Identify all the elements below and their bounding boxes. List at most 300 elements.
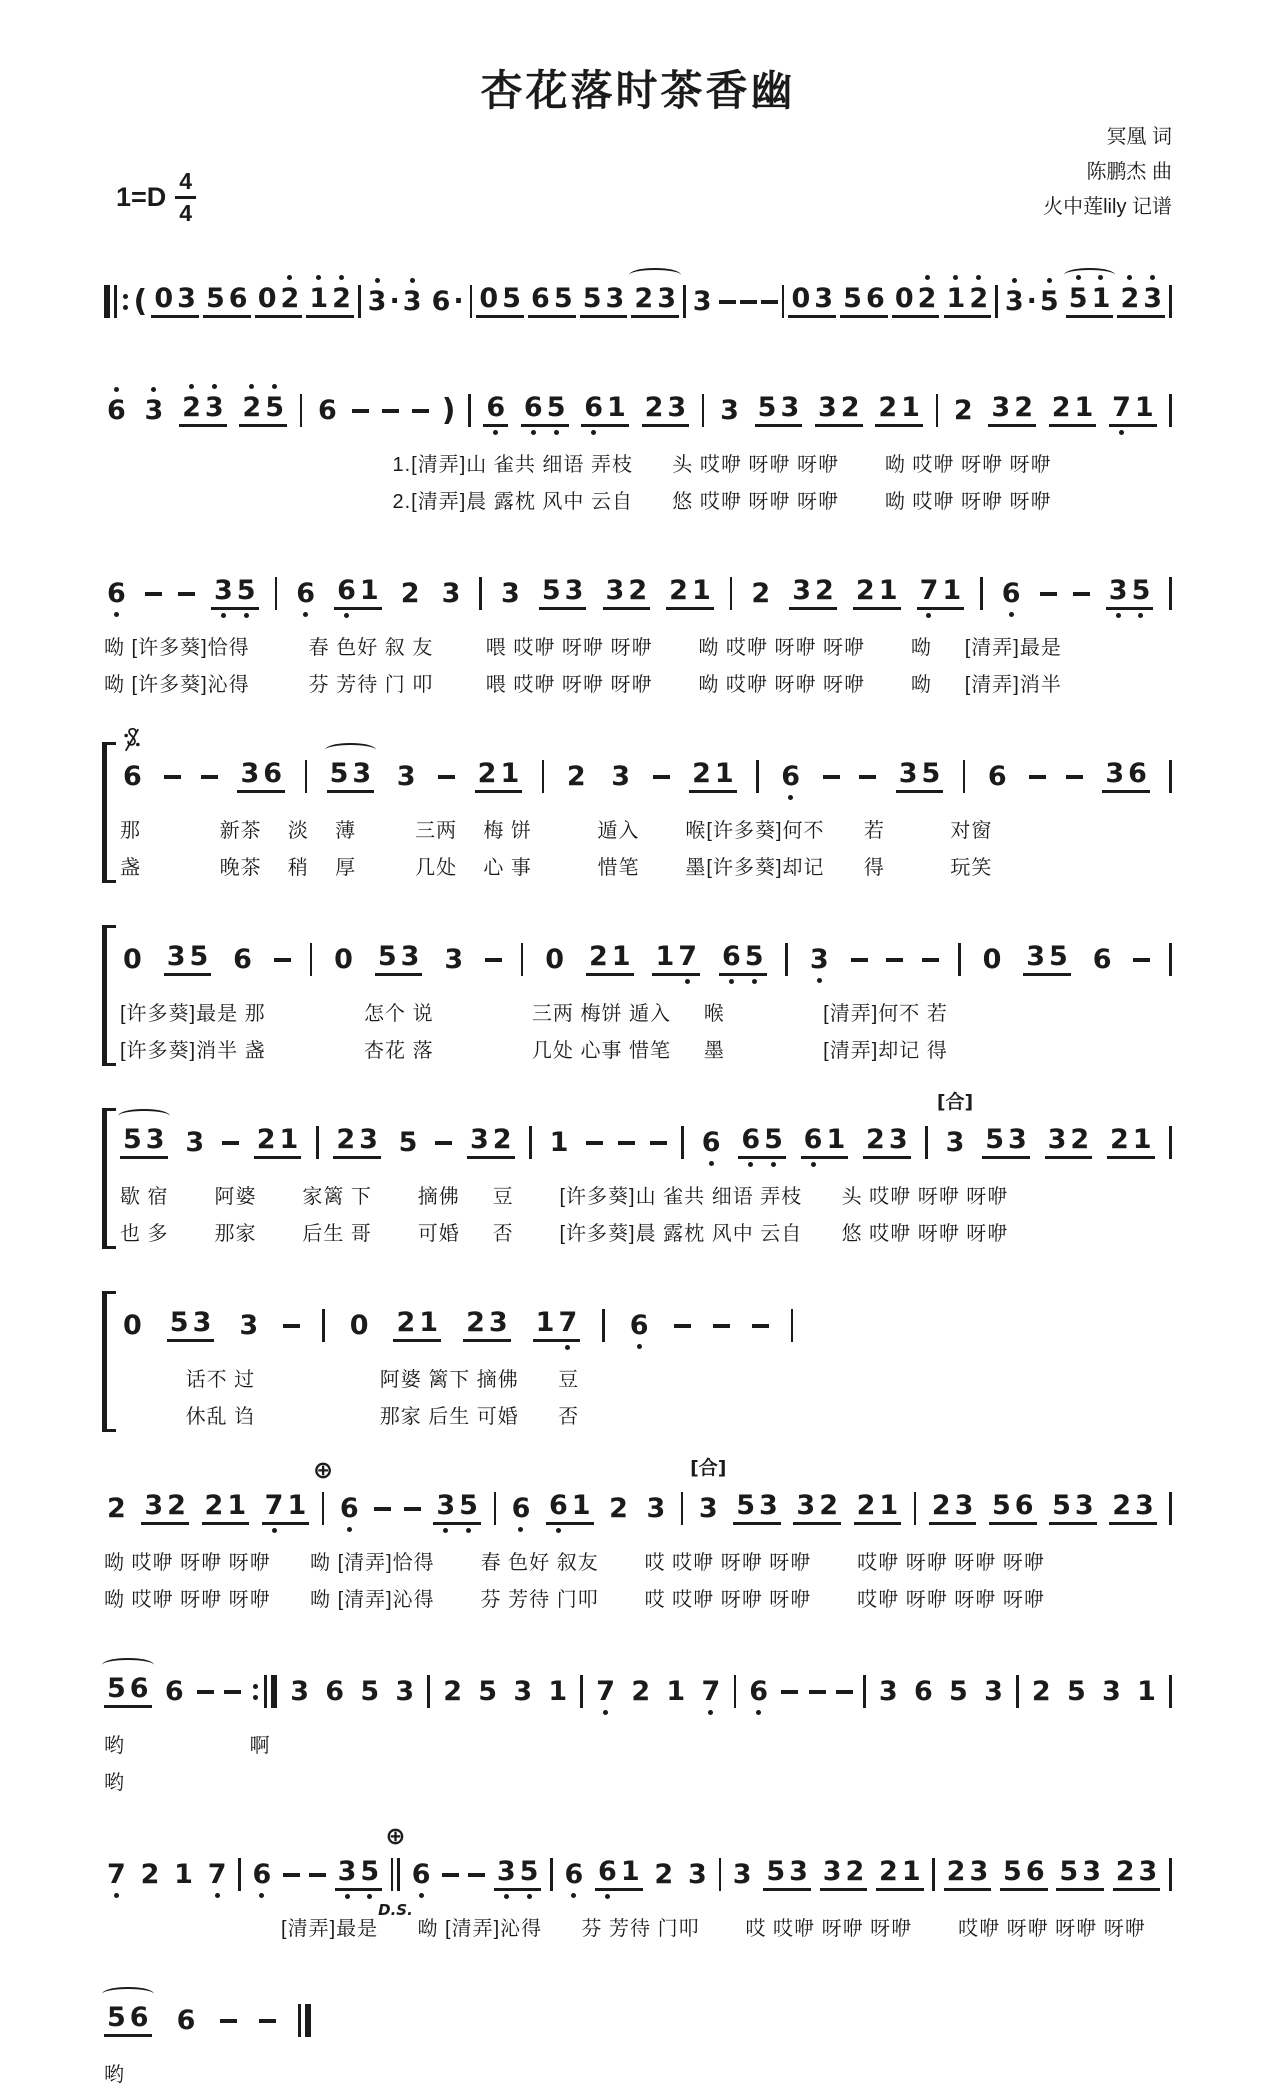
system-bracket [102,1108,116,1249]
note-group [1049,1492,1097,1525]
note-digit: 3 [177,283,196,314]
note-group [627,1312,652,1339]
bar-stroke [681,1126,684,1159]
barline [468,394,471,427]
note-group [120,763,145,790]
bar-stroke [521,943,524,976]
close-paren [441,392,456,428]
note-group [171,1861,196,1888]
duration-dash [836,1690,853,1694]
bar-stroke [580,1675,583,1708]
octave-dot-below [811,1162,816,1167]
note-digit: 3 [564,575,584,606]
octave-dot-above [339,275,344,280]
note-digit: 3 [817,392,837,423]
note-group [1064,1678,1089,1705]
bar-stroke [114,285,117,318]
slur-arc [118,1109,170,1123]
note-digit: 0 [349,1310,369,1341]
octave-dot-below [556,1528,561,1533]
note-group [539,577,587,610]
note-digit: 1 [878,575,898,606]
meter-denominator: 4 [179,200,193,226]
octave-dot-above [953,275,958,280]
barline [958,943,961,976]
note-digit: 3 [732,1859,752,1890]
note-group [951,397,976,424]
note-group [306,285,354,318]
note-digit: 1 [419,1307,439,1338]
note-digit: 2 [330,285,353,312]
note-digit: 6 [105,397,128,424]
note-group [719,943,767,976]
note-group [863,1126,911,1159]
octave-dot-below [259,1893,264,1898]
repeat-dot [253,1684,258,1689]
note-digit: 3 [144,1490,164,1521]
bar-stroke [298,2004,301,2037]
barline [932,1858,935,1891]
note-group [483,394,508,427]
barline [1169,577,1172,610]
note-group [287,1678,312,1705]
note-digit: 6 [547,1492,570,1519]
octave-dot-above [410,278,415,283]
octave-dot-below [748,1162,753,1167]
octave-dot-above [316,275,321,280]
duration-dash [752,1324,769,1328]
note-digit: 5 [766,1856,786,1887]
note-digit: 5 [921,758,941,789]
bar-stroke [300,394,303,427]
duration-dash [1040,592,1057,596]
barline [1169,394,1172,427]
note-digit: 5 [1052,1490,1071,1521]
barline [995,285,998,318]
note-group [476,285,524,318]
lyricist-credit: 冥凰 词 [1106,126,1172,148]
note-group [440,1678,465,1705]
note-group [322,1678,347,1705]
note-line [104,1456,1172,1541]
note-digit: 5 [1038,288,1061,315]
duration-dash [618,1141,635,1145]
note-digit: 3 [185,1127,205,1158]
note-digit: 3 [240,758,260,789]
lyric-line: 呦 哎咿 呀咿 呀咿 呦 [清弄]沁得 芬 芳待 门叩 哎 哎咿 呀咿 呀咿 哎咿 呀咿 呀咿 呀咿 [104,1589,1045,1611]
octave-dot-below [347,1527,352,1532]
octave-dot-below [752,979,757,984]
note-group [236,1312,261,1339]
note-group [546,1492,594,1525]
barline [580,1675,583,1708]
note-group [1049,394,1097,427]
duration-dash [259,2019,276,2023]
note-group [985,763,1010,790]
system-bracket [102,925,116,1066]
note-digit: 6 [1025,1856,1045,1887]
barline [681,1126,684,1159]
note-digit: 2 [477,758,497,789]
note-digit: 2 [180,394,203,421]
repeat-dot [123,305,128,310]
note-digit: 3 [441,578,461,609]
rest-note [980,946,1005,973]
note-group [999,580,1024,607]
lyric-line: 2.[清弄]晨 露枕 风中 云自 悠 哎咿 呀咿 呀咿 呦 哎咿 呀咿 呀咿 [104,491,1052,513]
note-group [876,1858,924,1891]
octave-dot-below [603,1710,608,1715]
note-digit: 2 [751,578,771,609]
repeat-dots [253,1684,258,1700]
octave-dot-below [1116,613,1121,618]
note-digit: 5 [1003,1856,1022,1887]
bar-stroke [980,577,983,610]
note-digit: 2 [400,578,420,609]
barline [427,1675,430,1708]
bar-stroke [1016,1675,1019,1708]
bar-stroke [468,394,471,427]
key-label: 1=D [116,182,167,212]
note-group [561,1861,586,1888]
bar-stroke [529,1126,532,1159]
note-digit: 5 [235,577,258,604]
note-digit: 6 [335,577,358,604]
note-group [547,1129,572,1156]
augmentation-dot: · [389,286,400,317]
note-digit: 2 [855,575,875,606]
note-digit: 5 [377,941,397,972]
note-digit: 6 [105,580,128,607]
note-digit: 1 [571,1490,591,1521]
note-digit: 3 [359,1124,378,1155]
note-digit: 5 [263,394,286,421]
barline [1169,1126,1172,1159]
note-group [755,394,803,427]
note-line [104,374,1172,443]
bar-stroke [316,1126,319,1159]
octave-dot-below [114,612,119,617]
note-digit: 1 [227,1490,247,1521]
octave-dot-above [1012,278,1017,283]
note-group [179,394,227,427]
note-group [793,1492,841,1525]
note-digit: 3 [434,1492,457,1519]
note-group [205,1861,230,1888]
note-digit: 6 [865,283,885,314]
octave-dot-above [287,275,292,280]
note-digit: 5 [582,283,602,314]
note-digit: 6 [164,1676,184,1707]
note-group [666,577,714,610]
note-digit: 0 [123,944,142,975]
note-digit: 3 [290,1676,310,1707]
note-group [685,1861,710,1888]
duration-dash [435,1141,452,1145]
note-digit: 6 [596,1858,619,1885]
barline [1169,1675,1172,1708]
note-digit: 1 [549,1127,569,1158]
note-digit: 3 [698,1493,718,1524]
duration-dash [1133,958,1150,962]
note-group [164,943,212,976]
bar-stroke [358,285,361,318]
bar-stroke [782,285,785,318]
barline [313,1456,334,1525]
note-group [141,1492,189,1525]
note-digit: 1 [945,285,968,312]
note-digit: 1 [1137,1676,1156,1707]
note-digit: 0 [257,283,277,314]
note-digit: 3 [401,288,424,315]
note-digit: 5 [169,1307,189,1338]
lyric-line: 哟 [104,1772,125,1794]
bar-stroke [730,577,733,610]
bar-stroke [925,1126,928,1159]
note-group [911,1678,936,1705]
paren-glyph: ) [441,392,456,428]
note-digit: 6 [739,1126,762,1153]
note-group [262,1492,310,1525]
note-digit: 5 [502,283,521,314]
note-digit: 6 [582,394,605,421]
barline [785,943,788,976]
note-line [120,1289,1172,1358]
note-group [1109,394,1157,427]
note-group [337,1495,362,1522]
notation-system-3 [104,557,1172,700]
bar-stroke [238,1858,241,1891]
octave-dot-below [605,1894,610,1899]
note-digit: 6 [531,283,550,314]
octave-dot-above [976,275,981,280]
duration-dash [404,1507,421,1511]
bar-stroke [963,760,966,793]
note-group [521,394,569,427]
note-group [162,1678,187,1705]
note-digit: 3 [395,1676,415,1707]
note-group [1045,1126,1093,1159]
note-group [778,763,803,790]
augmentation-dot: · [1026,286,1037,317]
note-digit: 3 [1074,1490,1094,1521]
bar-stroke [479,577,482,610]
note-group [651,1861,676,1888]
repeat-dots [123,294,128,310]
barline [756,760,759,793]
note-digit: 5 [991,1490,1011,1521]
note-digit: 3 [366,288,389,315]
note-digit: 2 [845,1856,865,1887]
note-digit: 6 [233,944,252,975]
note-digit: 2 [1112,1490,1132,1521]
note-digit: 5 [743,943,766,970]
bar-stroke [602,1309,605,1342]
bar-stroke-thick [104,285,110,318]
barline [305,760,308,793]
note-group [409,1861,434,1888]
note-digit: 3 [1102,1676,1121,1707]
note-group [746,1678,771,1705]
duration-dash [740,300,757,304]
bar-stroke [1169,394,1172,427]
note-digit: 6 [510,1495,533,1522]
barline [683,285,686,318]
note-digit: 7 [699,1678,722,1705]
barline [1169,1492,1172,1525]
note-digit: 3 [336,1858,359,1885]
barline [322,1309,325,1342]
note-group [475,1678,500,1705]
note-digit: 2 [840,392,860,423]
note-group [441,946,466,973]
note-group [652,943,700,976]
note-group [981,1678,1006,1705]
bar-stroke [550,1858,553,1891]
bar-stroke [995,285,998,318]
octave-dot-above [1150,275,1155,280]
note-digit: 3 [720,395,739,426]
note-digit: 1 [1134,392,1154,423]
note-digit: 2 [946,1856,966,1887]
octave-dot-below [1119,430,1124,435]
note-digit: 1 [666,1676,686,1707]
notation-system-9 [104,1655,1172,1798]
note-group [789,577,837,610]
note-group [875,394,923,427]
duration-dash [283,1873,300,1877]
note-digit: 3 [792,575,812,606]
note-digit: 6 [431,286,451,317]
octave-dot-below [729,979,734,984]
note-digit: 0 [791,283,811,314]
octave-dot-above [212,384,217,389]
system-bracket [102,742,116,883]
barline [980,577,983,610]
octave-dot-below [771,1162,776,1167]
note-digit: 3 [1105,758,1125,789]
note-digit: 1 [901,392,920,423]
lyric-line: 呦 [许多葵]恰得 春 色好 叙 友 喂 哎咿 呀咿 呀咿 呦 哎咿 呀咿 呀咿 呦 [清弄]最是 [104,637,1062,659]
duration-dash [468,1873,485,1877]
note-digit: 5 [107,1673,126,1704]
note-digit: 3 [898,758,918,789]
note-digit: 3 [212,577,235,604]
octave-dot-below [708,1710,713,1715]
note-digit: 3 [1135,1490,1154,1521]
note-group [365,288,425,315]
barline [602,1309,605,1342]
note-group [315,397,340,424]
note-digit: 2 [634,283,654,314]
note-digit: 2 [256,1124,276,1155]
duration-dash [374,1507,391,1511]
score [104,265,1172,2090]
note-group [357,1678,382,1705]
note-digit: 3 [1003,288,1026,315]
barline [550,1858,553,1891]
lyric-line: 休乱 诌 那家 后生 可婚 否 [120,1406,580,1428]
barline [238,1858,241,1891]
note-digit: 1 [901,1856,921,1887]
note-group [643,1495,668,1522]
note-group [690,1457,727,1524]
note-digit: 2 [878,392,898,423]
bar-stroke [275,577,278,610]
note-digit: 0 [154,283,174,314]
note-digit: 6 [129,2002,149,2033]
note-group [475,760,523,793]
bar-stroke [322,1309,325,1342]
note-digit: 5 [358,1858,381,1885]
barline [730,577,733,610]
bar-stroke [1169,1126,1172,1159]
barline [1169,1858,1172,1891]
note-digit: 2 [879,1856,898,1887]
note-digit: 1 [826,1124,846,1155]
note-digit: 2 [278,285,301,312]
octave-dot-below [531,430,536,435]
note-digit: 5 [329,758,349,789]
lyric-line: 呦 [许多葵]沁得 芬 芳待 门 叩 喂 哎咿 呀咿 呀咿 呦 哎咿 呀咿 呀咿 呦 [清弄]消半 [104,674,1062,696]
octave-dot-above [375,278,380,283]
note-digit: 5 [360,1676,380,1707]
octave-dot-below [1138,613,1143,618]
key-signature [104,170,196,225]
note-digit: 2 [1115,1856,1135,1887]
note-digit: 7 [1110,394,1133,421]
note-group [104,397,129,424]
note-digit: 6 [251,1861,274,1888]
duration-dash [674,1324,691,1328]
note-group [690,288,715,315]
note-digit: 5 [949,1676,968,1707]
note-line [120,1091,1172,1175]
duration-dash [485,958,502,962]
note-digit: 6 [176,2005,196,2036]
end-repeat-barline [251,1675,277,1708]
lyric-line: 也 多 那家 后生 哥 可婚 否 [许多葵]晨 露枕 风中 云自 悠 哎咿 呀咿 呀咿 [120,1223,1009,1245]
note-digit: 3 [192,1307,212,1338]
bar-stroke-thick [305,2004,311,2037]
note-group [593,1678,618,1705]
note-digit: 3 [1082,1856,1101,1887]
note-digit: 5 [1059,1856,1079,1887]
note-digit: 3 [495,1858,518,1885]
note-group [628,1678,653,1705]
duration-dash [761,300,778,304]
bar-stroke [1169,1675,1172,1708]
note-digit: 3 [611,761,630,792]
duration-dash [274,958,291,962]
note-digit: 1 [879,1490,899,1521]
rest-note [331,946,356,973]
barline [719,1858,722,1891]
rest-note [120,946,145,973]
octave-dot-below [114,1893,119,1898]
duration-dash [442,1873,459,1877]
note-digit: 5 [541,575,561,606]
octave-dot-below [637,1344,642,1349]
note-digit: 6 [410,1861,433,1888]
note-digit: 3 [878,1676,898,1707]
note-digit: 1 [359,575,379,606]
duration-dash [145,592,162,596]
note-digit: 3 [145,1124,165,1155]
barline [734,1675,737,1708]
note-digit: 3 [1026,941,1046,972]
lyric-line: 歇 宿 阿婆 家篱 下 摘佛 豆 [许多葵]山 雀共 细语 弄枝 头 哎咿 呀咿 呀咿 [120,1186,1009,1208]
